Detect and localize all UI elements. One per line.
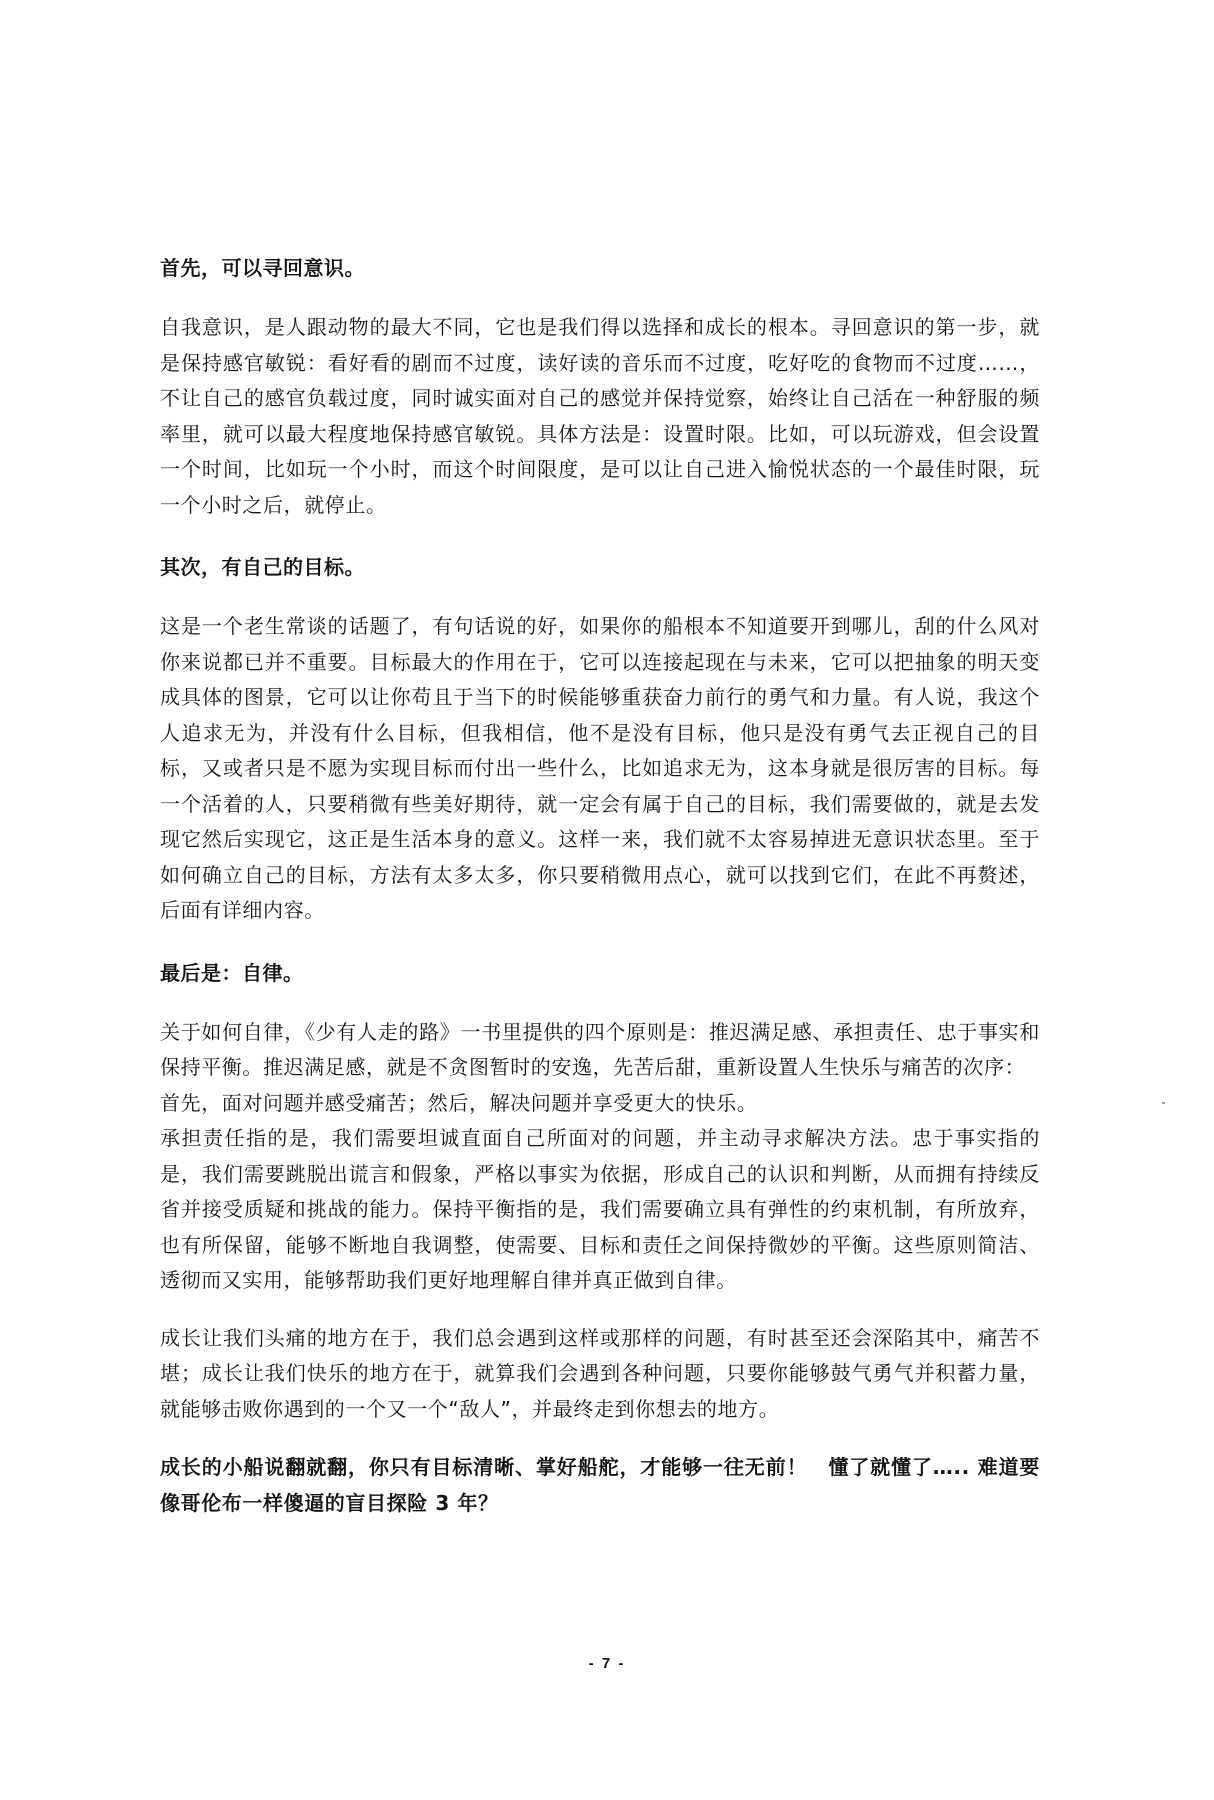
page-content — [160, 248, 1040, 1521]
body-paragraph: 承担责任指的是，我们需要坦诚直面自己所面对的问题，并主动寻求解决方法。忠于事实指的是，我们需要跳脱出谎言和假象，严格以事实为依据，形成自己的认识和判断，从而拥有持续反省并接受质疑和挑战的能力。保持平衡指的是，我们需要确立具有弹性的约束机制，有所放弃，也有所保留，能够不断地自我调整，使需要、目标和责任之间保持微妙的平衡。这些原则简洁、透彻而又实用，能够帮助我们更好地理解自律并真正做到自律。 — [160, 1126, 1040, 1292]
closing-statement: 成长的小船说翻就翻，你只有目标清晰、掌好船舵，才能够一往无前！ 懂了就懂了….. 难道要像哥伦布一样傻逼的盲目探险 3 年？ — [160, 1455, 1040, 1515]
section-self-discipline — [160, 953, 1040, 1299]
body-paragraph: 关于如何自律，《少有人走的路》一书里提供的四个原则是：推迟满足感、承担责任、忠于事实和保持平衡。推迟满足感，就是不贪图暂时的安逸，先苦后甜，重新设置人生快乐与痛苦的次序： — [160, 1019, 1040, 1079]
scan-speck — [1162, 1102, 1165, 1104]
growth-paragraph: 成长让我们头痛的地方在于，我们总会遇到这样或那样的问题，有时甚至还会深陷其中，痛苦不堪；成长让我们快乐的地方在于，就算我们会遇到各种问题，只要你能够鼓气勇气并积蓄力量，就能够击败你遇到的一个又一个“敌人”，并最终走到你想去的地方。 — [160, 1325, 1040, 1421]
body-paragraph: 这是一个老生常谈的话题了，有句话说的好，如果你的船根本不知道要开到哪儿，刮的什么风对你来说都已并不重要。目标最大的作用在于，它可以连接起现在与未来，它可以把抽象的明天变成具体的图景，它可以让你苟且于当下的时候能够重获奋力前行的勇气和力量。有人说，我这个人追求无为，并没有什么目标，但我相信，他不是没有目标，他只是没有勇气去正视自己的目标，又或者只是不愿为实现目标而付出一些什么，比如追求无为，这本身就是很厉害的目标。每一个活着的人，只要稍微有些美好期待，就一定会有属于自己的目标，我们需要做的，就是去发现它然后实现它，这正是生活本身的意义。这样一来，我们就不太容易掉进无意识状态里。至于如何确立自己的目标，方法有太多太多，你只要稍微用点心，就可以找到它们，在此不再赘述，后面有详细内容。 — [160, 614, 1040, 922]
paragraph-spacer — [160, 1299, 1040, 1321]
section-goals — [160, 547, 1040, 929]
section-heading: 首先，可以寻回意识。 — [160, 256, 365, 280]
body-paragraph: 自我意识，是人跟动物的最大不同，它也是我们得以选择和成长的根本。寻回意识的第一步，就是保持感官敏锐：看好看的剧而不过度，读好读的音乐而不过度，吃好吃的食物而不过度……，不让自己的感官负载过度，同时诚实面对自己的感觉并保持觉察，始终让自己活在一种舒服的频率里，就可以最大程度地保持感官敏锐。具体方法是：设置时限。比如，可以玩游戏，但会设置一个时间，比如玩一个小时，而这个时间限度，是可以让自己进入愉悦状态的一个最佳时限，玩一个小时之后，就停止。 — [160, 315, 1040, 517]
section-heading: 其次，有自己的目标。 — [160, 555, 365, 579]
section-awareness — [160, 248, 1040, 523]
section-heading: 最后是：自律。 — [160, 960, 304, 985]
page-number: - 7 - — [588, 1655, 626, 1672]
body-paragraph: 首先，面对问题并感受痛苦；然后，解决问题并享受更大的快乐。 — [160, 1090, 758, 1115]
